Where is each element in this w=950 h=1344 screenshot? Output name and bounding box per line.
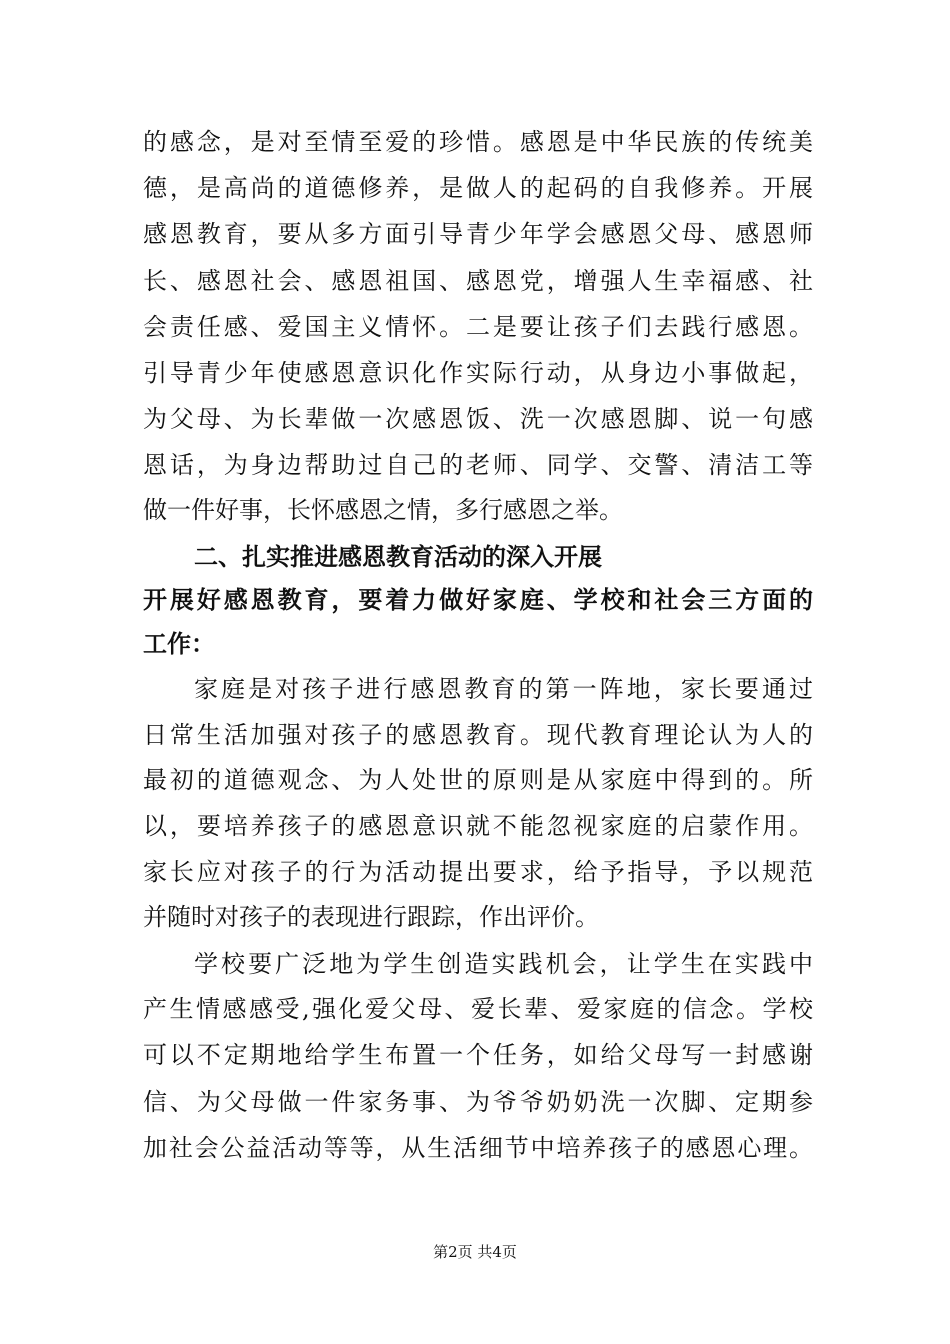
body-text-line: 并随时对孩子的表现进行跟踪，作出评价。 (143, 903, 599, 931)
bold-lead-line: 工作： (143, 629, 215, 658)
body-text-line: 会责任感、爱国主义情怀。二是要让孩子们去践行感恩。 (143, 313, 813, 341)
body-text-line: 日常生活加强对孩子的感恩教育。现代教育理论认为人的 (143, 721, 813, 749)
body-text-line: 最初的道德观念、为人处世的原则是从家庭中得到的。所 (143, 766, 813, 794)
body-text-line: 恩话，为身边帮助过自己的老师、同学、交警、清洁工等 (143, 451, 813, 479)
body-text-line: 长、感恩社会、感恩祖国、感恩党，增强人生幸福感、社 (143, 267, 813, 295)
body-text-line: 信、为父母做一件家务事、为爷爷奶奶洗一次脚、定期参 (143, 1088, 813, 1116)
body-text-line: 为父母、为长辈做一次感恩饭、洗一次感恩脚、说一句感 (143, 405, 813, 433)
body-text-line: 德，是高尚的道德修养，是做人的起码的自我修养。开展 (143, 174, 813, 202)
body-text-line: 以，要培养孩子的感恩意识就不能忽视家庭的启蒙作用。 (143, 812, 813, 840)
body-text-line: 的感念，是对至情至爱的珍惜。感恩是中华民族的传统美 (143, 128, 813, 156)
body-text-line: 家长应对孩子的行为活动提出要求，给予指导，予以规范 (143, 858, 813, 886)
body-text-line: 感恩教育，要从多方面引导青少年学会感恩父母、感恩师 (143, 220, 813, 248)
bold-lead-line: 开展好感恩教育，要着力做好家庭、学校和社会三方面的 (143, 585, 813, 614)
body-text-line: 做一件好事，长怀感恩之情，多行感恩之举。 (143, 496, 623, 524)
paragraph-first-line: 家庭是对孩子进行感恩教育的第一阵地，家长要通过 (194, 675, 813, 703)
body-text-line: 产生情感感受,强化爱父母、爱长辈、爱家庭的信念。学校 (143, 995, 813, 1023)
body-text-line: 引导青少年使感恩意识化作实际行动，从身边小事做起， (143, 359, 813, 387)
body-text-line: 加社会公益活动等等，从生活细节中培养孩子的感恩心理。 (143, 1134, 813, 1162)
body-text-line: 可以不定期地给学生布置一个任务，如给父母写一封感谢 (143, 1041, 813, 1069)
page-number-footer: 第2页 共4页 (433, 1243, 517, 1261)
section-heading: 二、扎实推进感恩教育活动的深入开展 (194, 542, 602, 571)
paragraph-first-line: 学校要广泛地为学生创造实践机会，让学生在实践中 (194, 950, 813, 978)
